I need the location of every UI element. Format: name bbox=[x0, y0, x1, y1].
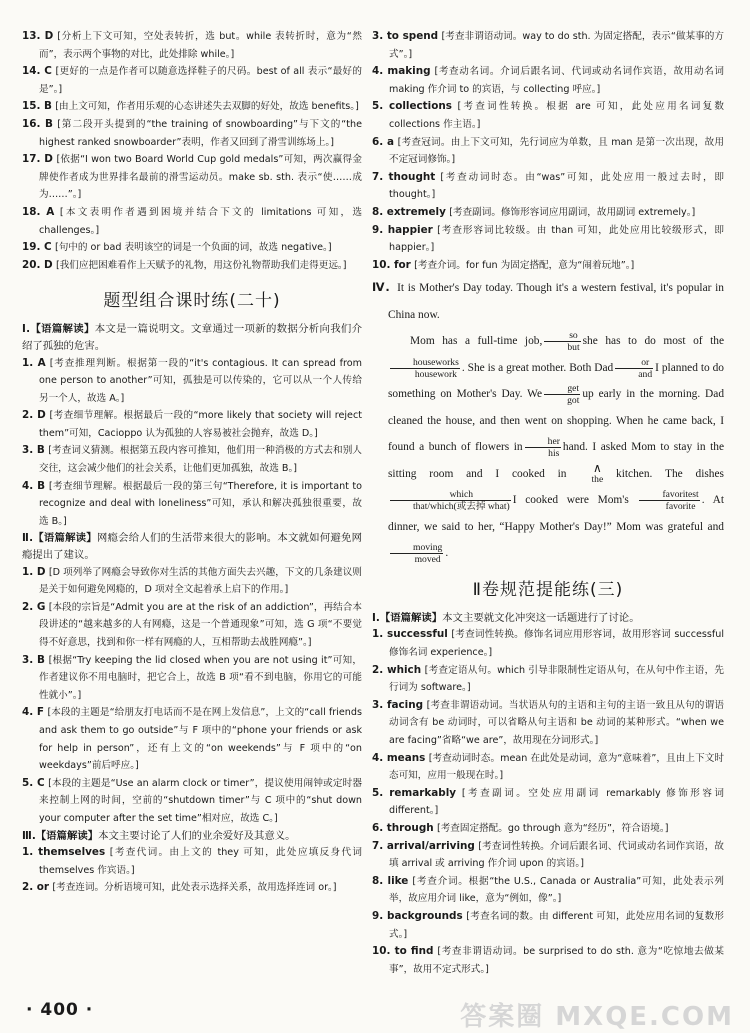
answer-entry bbox=[372, 28, 724, 63]
answer-number: 7. thought bbox=[372, 170, 436, 183]
part3-heading: Ⅲ.【语篇解读】 bbox=[22, 829, 99, 842]
answer-entry bbox=[372, 943, 724, 978]
part1-heading: Ⅰ.【语篇解读】 bbox=[22, 323, 95, 336]
answer-entry bbox=[22, 239, 362, 257]
answer-explanation: [D 项列举了网瘾会导致你对生活的其他方面失去兴趣，下文的几条建议则是关于如何避免网瘾的，D 项对全文起着承上启下的作用。] bbox=[39, 566, 362, 596]
answer-explanation: [本段的主题是“给朋友打电话而不是在网上发信息”，上文的“call friends and ask them to go outside”与 F 项中的“phone your friends or ask for help in person”，还有上文的“on weekends”与 F 项中的“on weekdays”前后呼应。] bbox=[39, 707, 362, 772]
answer-entry bbox=[372, 134, 724, 169]
answer-entry bbox=[372, 63, 724, 98]
answer-number: 2. which bbox=[372, 663, 422, 676]
answer-entry bbox=[22, 442, 362, 477]
answer-number: 7. arrival/arriving bbox=[372, 839, 475, 852]
answer-number: 4. means bbox=[372, 751, 426, 764]
answer-number: 8. extremely bbox=[372, 205, 446, 218]
answer-explanation: [更好的一点是作者可以随意选择鞋子的尺码。best of all 表示“最好的是”。] bbox=[39, 66, 363, 95]
answer-entry bbox=[22, 704, 362, 774]
answer-entry bbox=[22, 116, 362, 151]
part4-essay-correction bbox=[372, 274, 724, 567]
essay-line-1: It is Mother's Day today. Though it's a western festival, it's popular in China now. bbox=[388, 282, 724, 321]
answer-number: 4. F bbox=[22, 706, 45, 719]
answer-number: 1. themselves bbox=[22, 846, 106, 859]
answer-number: 9. happier bbox=[372, 223, 433, 236]
part3-text: 本文主要讨论了人们的业余爱好及其意义。 bbox=[98, 829, 296, 842]
answer-entry bbox=[22, 407, 362, 442]
answer-explanation: [我们应把困难看作上天赋予的礼物，用这份礼物帮助我们走得更远。] bbox=[55, 259, 347, 271]
answer-explanation: [考查固定搭配。go through 意为“经历”，符合语境。] bbox=[436, 822, 669, 834]
part1-summary bbox=[22, 321, 362, 354]
answer-entry bbox=[372, 697, 724, 750]
answer-explanation: [考查词性转换。根据 are 可知，此处应用名词复数 collections 作主语。] bbox=[389, 101, 724, 130]
answer-entry bbox=[372, 820, 724, 838]
answer-entry bbox=[22, 355, 362, 408]
part1-answer-list bbox=[22, 355, 362, 531]
part3-answer-list bbox=[22, 844, 362, 897]
answer-entry bbox=[22, 844, 362, 879]
watermark: 答案圈 MXQE.COM bbox=[460, 1002, 734, 1032]
answer-explanation: [考查动名词。介词后跟名词、代词或动名词作宾语，故用动名词 making 作介词 to 的宾语，与 collecting 呼应。] bbox=[389, 66, 724, 95]
section-title-volume2-practice-3: Ⅱ卷规范提能练(三) bbox=[472, 579, 624, 600]
answer-number: 5. collections bbox=[372, 100, 452, 113]
correction-houseworks: houseworks housework bbox=[390, 357, 460, 380]
answer-number: 2. or bbox=[22, 881, 50, 894]
part3-summary bbox=[22, 828, 362, 845]
answer-number: 3. B bbox=[22, 444, 45, 457]
answer-number: 2. D bbox=[22, 409, 46, 422]
answer-number: 1. D bbox=[22, 565, 46, 578]
answer-number: 17. D bbox=[22, 153, 53, 166]
s2-text: 本文主要就文化冲突这一话题进行了讨论。 bbox=[442, 611, 640, 624]
correction-which: which that/which(或去掉 what) bbox=[390, 489, 511, 512]
answer-explanation: [依据“I won two Board World Cup gold medals”可知，两次赢得金牌使作者成为世界排名最前的滑雪运动员。make sb. sth. 表示“使……成为……”。] bbox=[39, 154, 362, 201]
part2-summary bbox=[22, 530, 362, 563]
answer-explanation: [考查细节理解。根据最后一段的“more likely that society will reject them”可知，Cacioppo 认为孤独的人容易被社会抛弃，故选 D。] bbox=[39, 410, 362, 439]
s2-summary bbox=[372, 610, 724, 627]
answer-number: 18. A bbox=[22, 205, 55, 218]
answer-number: 10. for bbox=[372, 258, 411, 271]
answer-explanation: [本文表明作者遇到困境并结合下文的 limitations 可知，选 challenges。] bbox=[39, 206, 362, 236]
answer-explanation: [考查名词的数。由 different 可知，此处应用名词的复数形式。] bbox=[389, 910, 724, 940]
answer-entry bbox=[22, 257, 362, 275]
answer-entry bbox=[22, 151, 362, 204]
answer-entry bbox=[372, 785, 724, 820]
s2-heading: Ⅰ.【语篇解读】 bbox=[372, 611, 443, 624]
page-number: · 400 · bbox=[26, 1000, 94, 1020]
answer-entry bbox=[22, 879, 362, 897]
answer-number: 14. C bbox=[22, 65, 52, 78]
part1-text: 本文是一篇说明文。文章通过一项新的数据分析向我们介绍了孤独的危害。 bbox=[22, 323, 362, 352]
answer-number: 5. C bbox=[22, 776, 45, 789]
left-column bbox=[22, 28, 362, 897]
part2-answer-list bbox=[22, 564, 362, 828]
answer-number: 3. facing bbox=[372, 698, 424, 711]
answer-entry bbox=[22, 775, 362, 828]
answer-entry bbox=[372, 873, 724, 908]
s2-answer-list bbox=[372, 626, 724, 978]
part4-number: Ⅳ. bbox=[372, 280, 390, 295]
answer-explanation: [考查细节理解。根据最后一段的第三句“Therefore, it is important to recognize and deal with loneliness”可知，承认和解决孤独很重要，故选 B。] bbox=[39, 480, 362, 527]
answer-explanation: [考查定语从句。which 引导非限制性定语从句，在从句中作主语，先行词为 software。] bbox=[389, 664, 724, 694]
answer-explanation: [分析上下文可知，空处表转折，选 but。while 表转折时，意为“然而”，表示两个事物的对比，此处排除 while。] bbox=[39, 31, 362, 60]
answer-entry bbox=[22, 98, 362, 116]
answer-number: 4. making bbox=[372, 65, 431, 78]
answer-entry bbox=[22, 478, 362, 531]
answer-number: 6. a bbox=[372, 135, 395, 148]
answer-number: 16. B bbox=[22, 117, 53, 130]
answer-entry bbox=[22, 63, 362, 98]
answer-number: 10. to find bbox=[372, 945, 434, 958]
answer-explanation: [本段的主题是“Use an alarm clock or timer”，提议使用闹钟或定时器来控制上网的时间，空前的“shutdown timer”与 C 项中的“shut down your computer after the set time”相对应，故选 C。] bbox=[39, 777, 362, 824]
answer-entry bbox=[372, 662, 724, 697]
essay-body: Mom has a full-time job, so but she has to do most of the houseworks housework . She is a great mother. Both Dad or and I planned to do something on Mother's Day. We get got up early in the morning. Dad cleaned the house, and then went on shopping. When he came back, I found a bunch of flowers in her his hand. I asked Mom to stay in the sitting room and I cooked in ∧ the kitchen. The dishes which that/which(或去掉 what) I cooked were Mom's favoritest favorite . At dinner, we said to her, “Happy Mother's Day!” Mom was grateful and moving moved . bbox=[388, 330, 725, 566]
correction-or-and: or and bbox=[615, 357, 653, 380]
answer-number: 1. successful bbox=[372, 628, 448, 641]
answer-explanation: [考查介词。for fun 为固定搭配，意为“闹着玩地”。] bbox=[414, 259, 635, 271]
answer-explanation: [考查动词时态。mean 在此处是动词，意为“意味着”，且由上下文时态可知，应用一般现在时。] bbox=[389, 752, 724, 782]
answer-explanation: [考查词性转换。介词后跟名词、代词或动名词作宾语，故填 arrival 或 arriving 作介词 upon 的宾语。] bbox=[389, 840, 724, 870]
answer-list-13-20 bbox=[22, 28, 362, 274]
answer-entry bbox=[372, 204, 724, 222]
answer-number: 20. D bbox=[22, 258, 53, 271]
correction-so-but: so but bbox=[544, 330, 580, 353]
answer-entry bbox=[372, 750, 724, 785]
answer-explanation: [本段的宗旨是“Admit you are at the risk of an addiction”，再结合本段讲述的“越来越多的人有网瘾，这是一个普通现象”可知，选 G 项“不要觉得不好意思，找到和你一样有网瘾的人，互相帮助去战胜网瘾”。] bbox=[39, 601, 362, 648]
correction-favorite: favoritest favorite bbox=[639, 489, 699, 512]
answer-explanation: [考查非谓语动词。be surprised to do sth. 意为“吃惊地去做某事”，故用不定式形式。] bbox=[389, 946, 724, 975]
answer-explanation: [考查介词。根据“the U.S., Canada or Australia”可知，此处表示列举，故应用介词 like，意为“例如，像”。] bbox=[389, 875, 724, 905]
insert-caret-the: ∧ the bbox=[591, 461, 604, 486]
answer-number: 8. like bbox=[372, 874, 409, 887]
answer-entry bbox=[22, 599, 362, 652]
answer-explanation: [考查代词。由上文的 they 可知，此处应填反身代词 themselves 作宾语。] bbox=[39, 847, 362, 876]
answer-explanation: [考查连词。分析语境可知，此处表示选择关系，故用选择连词 or。] bbox=[52, 882, 337, 894]
answer-entry bbox=[22, 204, 362, 239]
answer-explanation: [考查形容词比较级。由 than 可知，此处应用比较级形式，即 happier。] bbox=[389, 224, 724, 254]
answer-entry bbox=[372, 169, 724, 204]
part2-heading: Ⅱ.【语篇解读】 bbox=[22, 532, 97, 545]
answer-entry bbox=[372, 222, 724, 257]
answer-explanation: [第二段开头提到的“the training of snowboarding”与下文的“the highest ranked snowboarder”表明，作者又回到了滑雪训练场上。] bbox=[39, 118, 362, 148]
answer-explanation: [考查词义猜测。根据第五段内容可推知，他们用一种消极的方式去和别人交往，这会减少他们的社会关系，让他们更加孤独，故选 B。] bbox=[39, 445, 362, 475]
correction-her-his: her his bbox=[525, 436, 561, 459]
answer-number: 9. backgrounds bbox=[372, 909, 463, 922]
answer-explanation: [考查非谓语动词。当状语从句的主语和主句的主语一致且从句的谓语动词含有 be 动词时，可以省略从句主语和 be 动词的某种形式。“when we are facing”省略“we are”，故用现在分词形式。] bbox=[389, 699, 724, 746]
correction-moving-moved: moving moved bbox=[390, 542, 443, 565]
answer-explanation: [根据“Try keeping the lid closed when you are not using it”可知，作者建议你不用电脑时，把它合上，故选 B 项“看不到电脑，你用它的可能性就小”。] bbox=[39, 654, 363, 701]
answer-number: 13. D bbox=[22, 30, 54, 42]
answer-entry bbox=[372, 98, 724, 133]
answer-entry bbox=[22, 564, 362, 599]
correction-get-got: get got bbox=[544, 383, 580, 406]
answer-explanation: [考查副词。修饰形容词应用副词，故用副词 extremely。] bbox=[449, 206, 696, 218]
answer-number: 1. A bbox=[22, 356, 46, 369]
part2-text: 网瘾会给人们的生活带来很大的影响。本文就如何避免网瘾提出了建议。 bbox=[22, 532, 363, 562]
answer-number: 19. C bbox=[22, 241, 52, 254]
section-title-lesson-20: 题型组合课时练(二十) bbox=[103, 291, 281, 312]
answer-explanation: [考查词性转换。修饰名词应用形容词，故用形容词 successful 修饰名词 experience。] bbox=[389, 629, 724, 658]
answer-number: 3. to spend bbox=[372, 30, 439, 42]
answer-number: 3. B bbox=[22, 653, 45, 666]
answer-explanation: [考查非谓语动词。way to do sth. 为固定搭配，表示“做某事的方式”。] bbox=[389, 31, 724, 60]
answer-number: 5. remarkably bbox=[372, 786, 457, 799]
answer-explanation: [考查推理判断。根据第一段的“it's contagious. It can spread from one person to another”可知，孤独是可以传染的，它可以从一个人传给另一个人，故选 A。] bbox=[39, 357, 362, 404]
essay-first-line bbox=[372, 274, 724, 328]
answer-number: 15. B bbox=[22, 100, 52, 113]
answer-entry bbox=[372, 838, 724, 873]
answer-explanation: [考查冠词。由上下文可知，先行词应为单数，且 man 是第一次出现，故用不定冠词修饰。] bbox=[389, 136, 724, 166]
right-column bbox=[372, 28, 724, 978]
answer-explanation: [句中的 or bad 表明该空的词是一个负面的词，故选 negative。] bbox=[54, 242, 332, 254]
answer-entry bbox=[372, 257, 724, 275]
answer-entry bbox=[372, 908, 724, 943]
answer-explanation: [由上文可知，作者用乐观的心态讲述失去双脚的好处，故选 benefits。] bbox=[55, 101, 359, 113]
answer-number: 4. B bbox=[22, 479, 46, 492]
part3-answer-list-continued bbox=[372, 28, 724, 274]
answer-explanation: [考查副词。空处应用副词 remarkably 修饰形容词 different。] bbox=[389, 787, 724, 817]
answer-entry bbox=[22, 28, 362, 63]
answer-entry bbox=[372, 626, 724, 661]
answer-entry bbox=[22, 652, 362, 705]
answer-explanation: [考查动词时态。由“was”可知，此处应用一般过去时，即 thought。] bbox=[389, 171, 724, 201]
answer-number: 2. G bbox=[22, 600, 46, 613]
answer-number: 6. through bbox=[372, 821, 434, 834]
